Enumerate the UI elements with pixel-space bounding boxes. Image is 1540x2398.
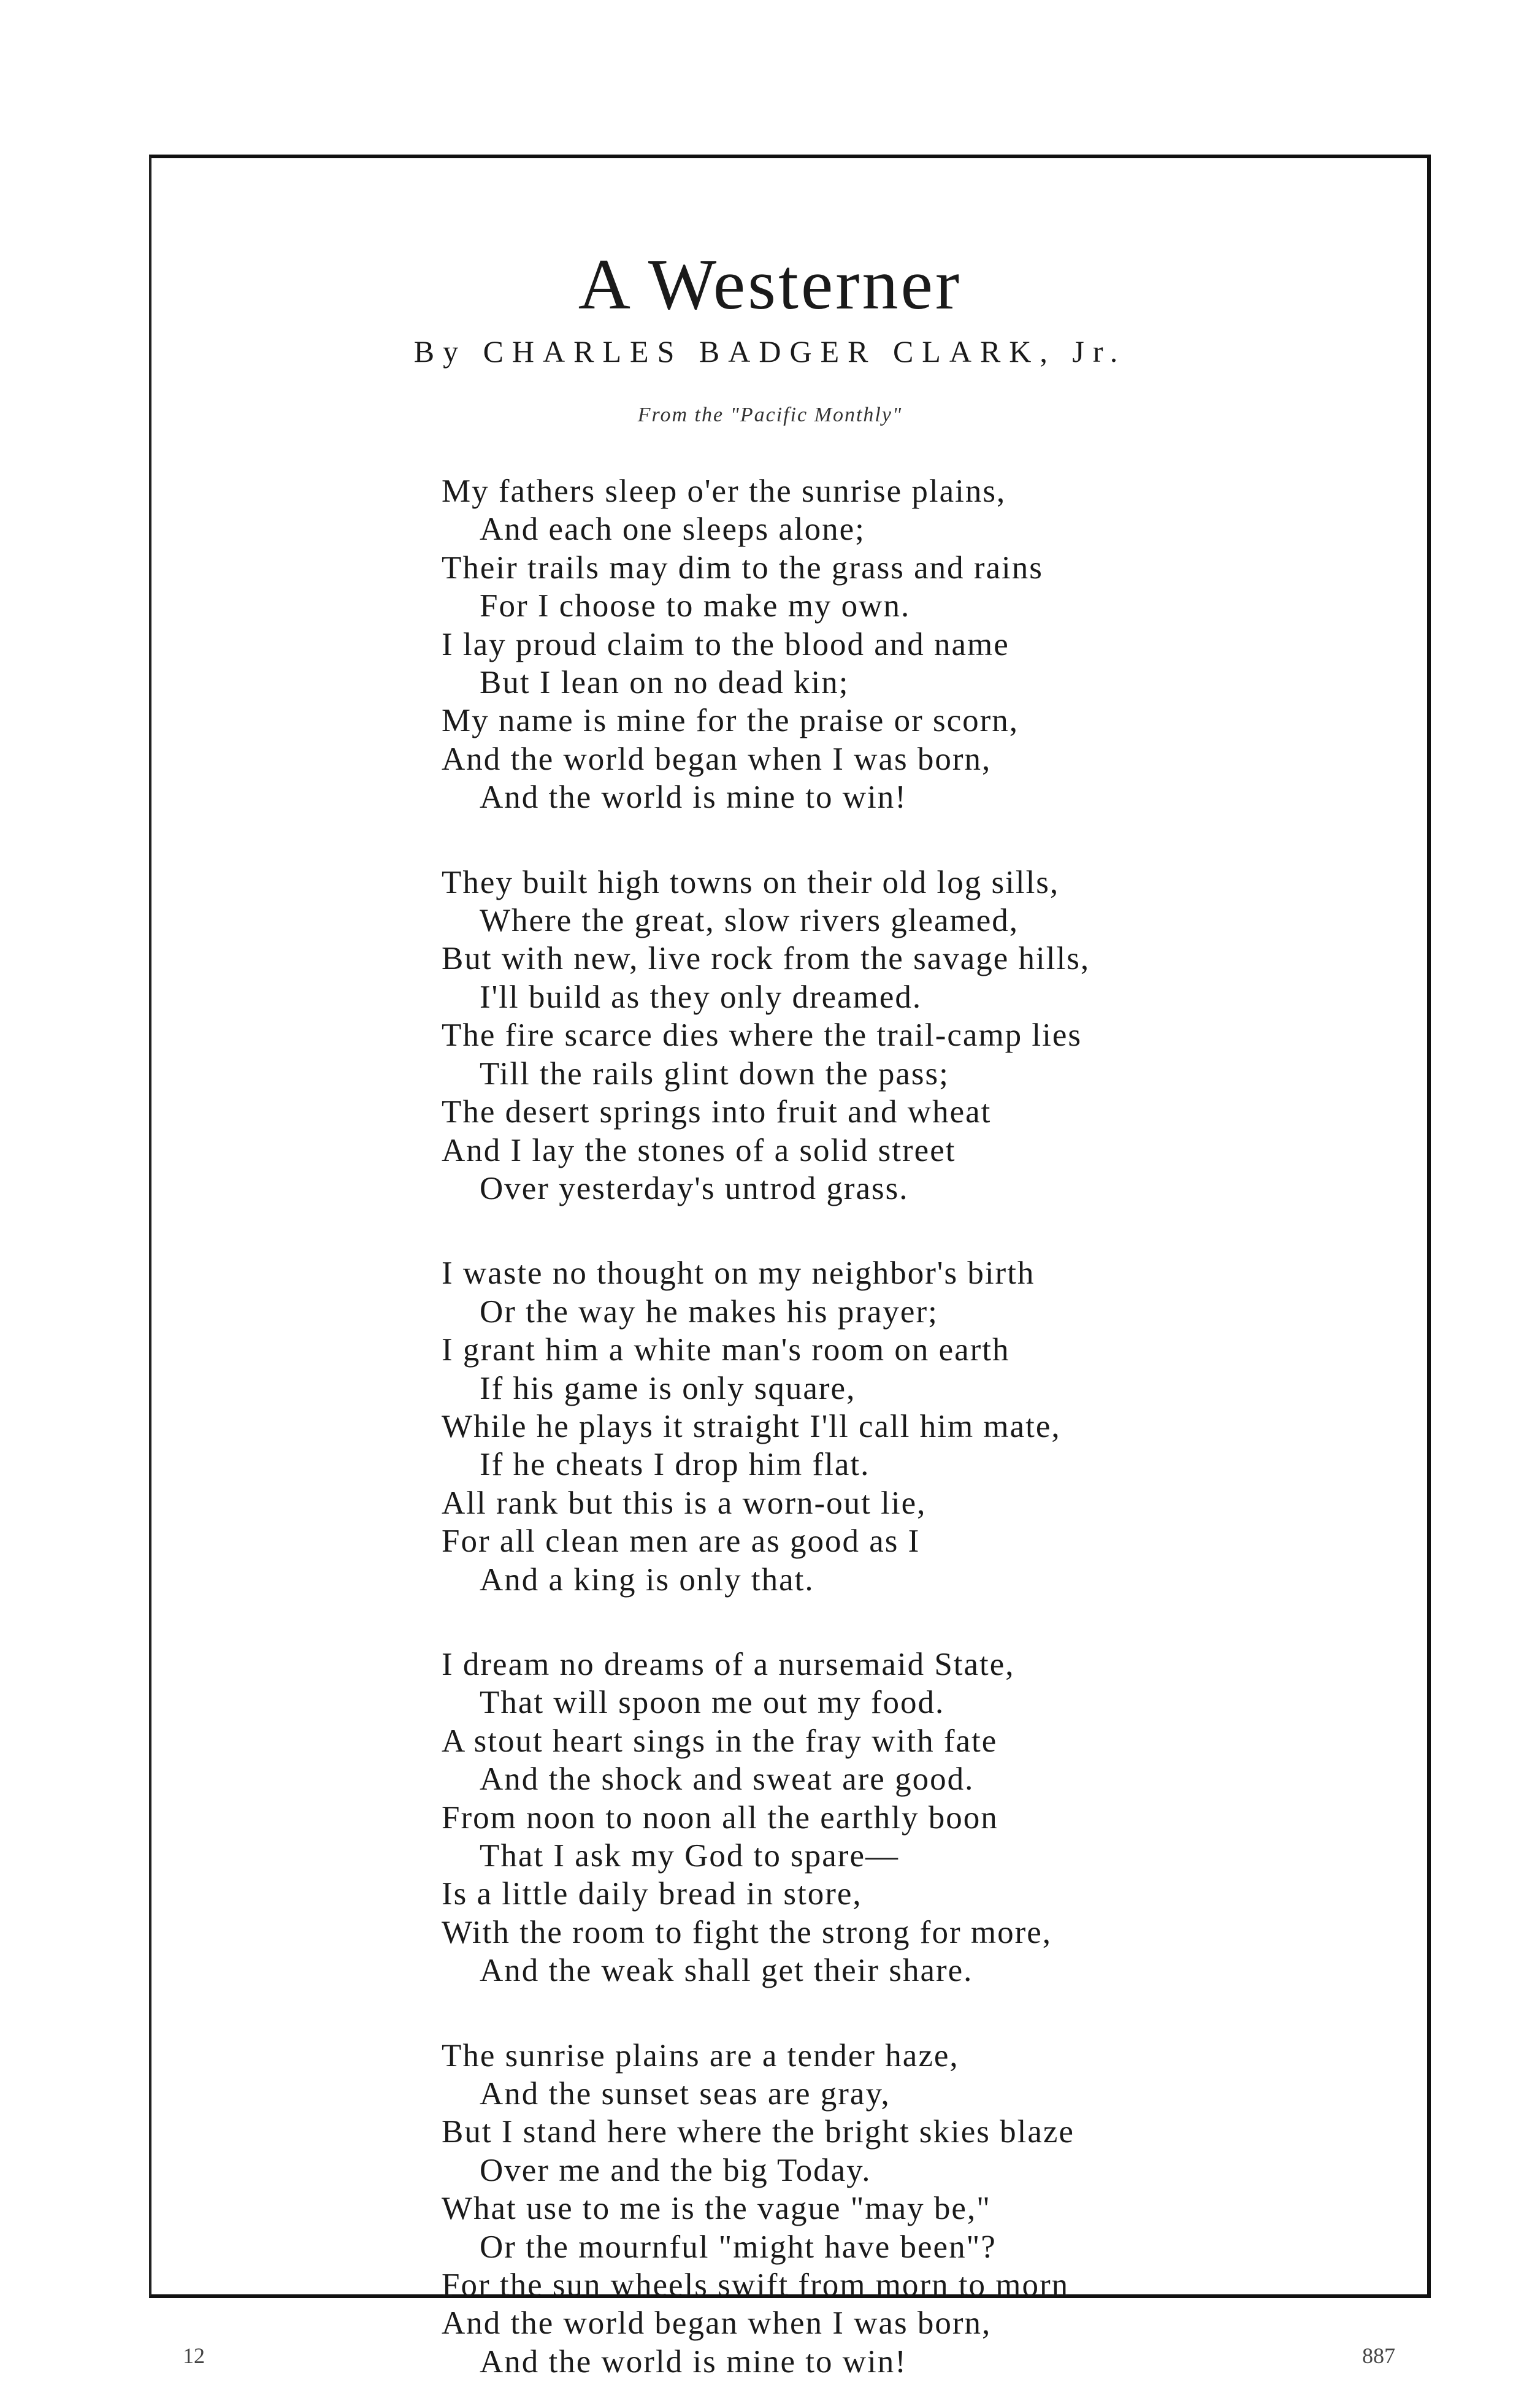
poem-line: Over me and the big Today.	[480, 2152, 872, 2188]
poem-line: If he cheats I drop him flat.	[480, 1447, 870, 1483]
page-number: 887	[1362, 2343, 1395, 2368]
poem-line: That I ask my God to spare—	[480, 1838, 899, 1874]
poem-body	[442, 472, 1300, 2381]
poem-line: They built high towns on their old log sills,	[442, 864, 1060, 900]
poem-line: Over yesterday's untrod grass.	[480, 1170, 909, 1206]
poem-line: That will spoon me out my food.	[480, 1685, 945, 1721]
poem-line: For all clean men are as good as I	[442, 1523, 921, 1560]
stanza	[442, 2037, 1300, 2381]
poem-line: But I stand here where the bright skies blaze	[442, 2114, 1075, 2150]
author-byline: By CHARLES BADGER CLARK, Jr.	[413, 334, 1127, 369]
poem-line: And the world began when I was born,	[442, 2305, 992, 2342]
source-credit: From the "Pacific Monthly"	[637, 404, 903, 426]
poem-line: All rank but this is a worn-out lie,	[442, 1485, 927, 1521]
signature-mark: 12	[183, 2343, 205, 2368]
poem-line: My fathers sleep o'er the sunrise plains,	[442, 473, 1006, 509]
poem-line: And the world began when I was born,	[442, 741, 992, 777]
poem-line: For the sun wheels swift from morn to morn	[442, 2267, 1070, 2304]
poem-line: And the world is mine to win!	[480, 2343, 907, 2380]
poem-line: My name is mine for the praise or scorn,	[442, 703, 1019, 739]
poem-line: But I lean on no dead kin;	[480, 665, 849, 701]
poem-line: Where the great, slow rivers gleamed,	[480, 903, 1019, 939]
poem-line: Or the mournful "might have been"?	[480, 2229, 997, 2265]
poem-line: I waste no thought on my neighbor's birth	[442, 1255, 1035, 1292]
stanza	[442, 472, 1300, 817]
poem-line: And each one sleeps alone;	[480, 511, 865, 548]
poem-line: But with new, live rock from the savage hills,	[442, 941, 1090, 977]
poem-line: I grant him a white man's room on earth	[442, 1332, 1010, 1368]
poem-line: And the world is mine to win!	[480, 780, 907, 816]
poem-title: A Westerner	[578, 244, 962, 324]
stanza	[442, 1645, 1300, 1990]
poem-line: Till the rails glint down the pass;	[480, 1055, 949, 1092]
poem-line: With the room to fight the strong for more,	[442, 1914, 1052, 1950]
poem-line: While he plays it straight I'll call him mate,	[442, 1408, 1061, 1444]
poem-line: If his game is only square,	[480, 1370, 856, 1406]
poem-line: Or the way he makes his prayer;	[480, 1293, 938, 1330]
poem-line: A stout heart sings in the fray with fate	[442, 1723, 998, 1759]
poem-line: The sunrise plains are a tender haze,	[442, 2037, 959, 2074]
poem-line: For I choose to make my own.	[480, 588, 911, 624]
poem-line: I dream no dreams of a nursemaid State,	[442, 1646, 1015, 1682]
poem-line: And the weak shall get their share.	[480, 1953, 973, 1989]
poem-line: What use to me is the vague "may be,"	[442, 2191, 991, 2227]
poem-line: I lay proud claim to the blood and name	[442, 626, 1009, 662]
poem-line: Is a little daily bread in store,	[442, 1876, 862, 1912]
poem-line: I'll build as they only dreamed.	[480, 979, 922, 1015]
stanza	[442, 1254, 1300, 1599]
poem-line: And I lay the stones of a solid street	[442, 1132, 956, 1168]
poem-line: Their trails may dim to the grass and rains	[442, 550, 1043, 586]
poem-line: The fire scarce dies where the trail-camp lies	[442, 1017, 1082, 1054]
poem-line: And the shock and sweat are good.	[480, 1761, 975, 1798]
poem-line: And the sunset seas are gray,	[480, 2076, 891, 2112]
poem-line: From noon to noon all the earthly boon	[442, 1799, 998, 1836]
stanza	[442, 864, 1300, 1208]
poem-line: The desert springs into fruit and wheat	[442, 1094, 992, 1130]
poem-line: And a king is only that.	[480, 1561, 814, 1598]
